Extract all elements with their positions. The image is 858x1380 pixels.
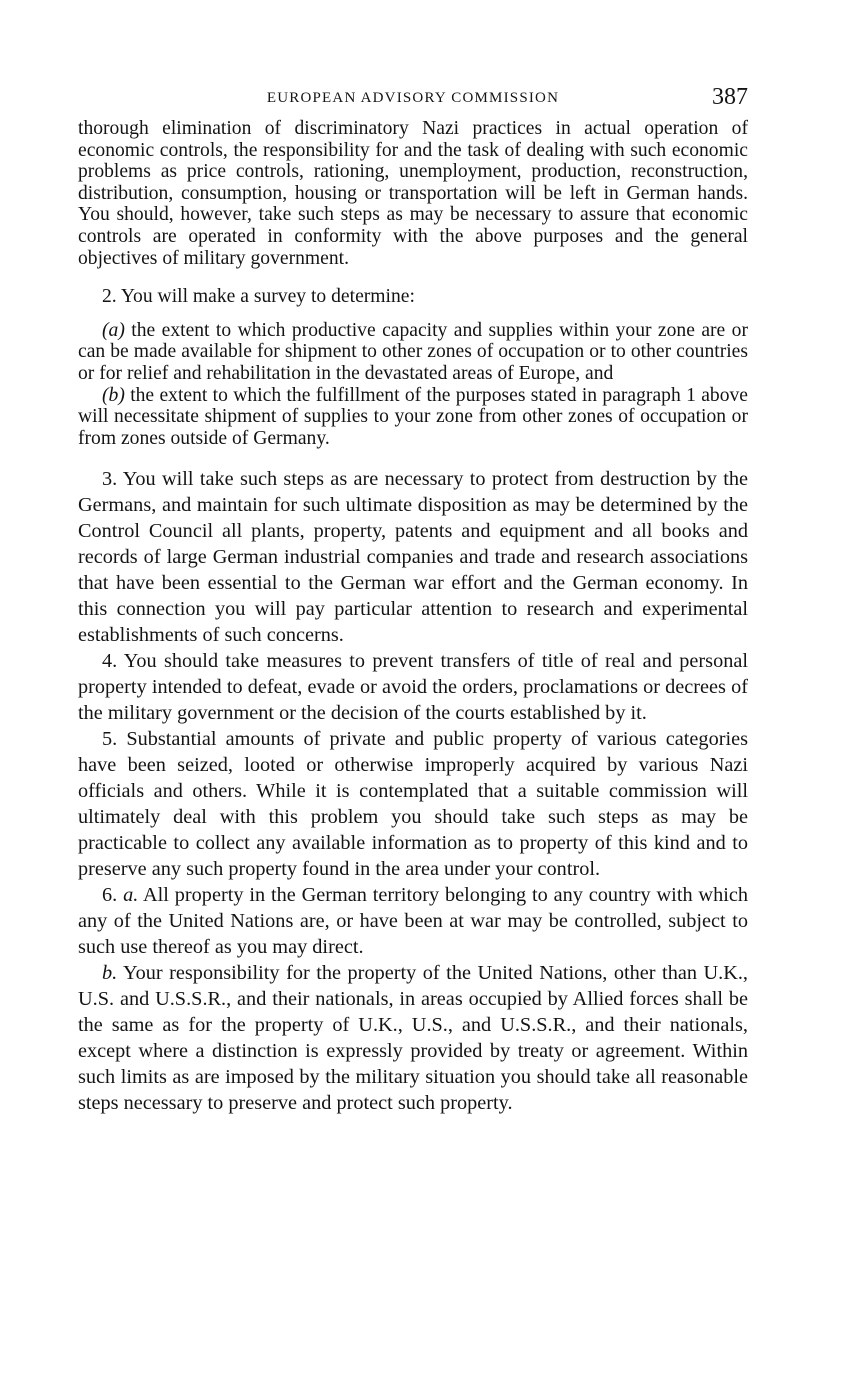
paragraph-intro: thorough elimination of discriminatory Nazi practices in actual operation of economic controls, the responsibility for and the task of dealing with such economic problems as price controls, rationing, unemployment, production, reconstruction, distribution, consumption, housing or transportation will be left in German hands. You should, however, take such steps as may be necessary to assure that economic controls are operated in conformity with the above purposes and the general objectives of military government.: [78, 118, 748, 269]
paragraph-2a-text: the extent to which productive capacity and supplies within your zone are or can be made available for shipment to other zones of occupation or to other countries or for relief and rehabilitation in the devastated areas of Europe, and: [78, 319, 748, 384]
page-number: 387: [712, 84, 748, 110]
paragraph-2b: [78, 385, 748, 450]
document-page: [78, 84, 748, 1116]
paragraph-6a-number: 6.: [102, 884, 124, 907]
paragraph-2: 2. You will make a survey to determine:: [102, 286, 415, 308]
running-head: [78, 84, 748, 118]
paragraph-6b: [78, 960, 748, 1116]
paragraph-6a: [78, 882, 748, 960]
paragraph-2b-text: the extent to which the fulfillment of the purposes stated in paragraph 1 above will necessitate shipment of supplies to your zone from other zones of occupation or from zones outside of Germany.: [78, 384, 748, 449]
paragraph-6b-label: b.: [102, 962, 118, 985]
paragraph-6b-text: Your responsibility for the property of the United Nations, other than U.K., U.S. and U.S.S.R., and their nationals, in areas occupied by Allied forces shall be the same as for the property of U.K., U.S., and U.S.S.R., and their nationals, except where a distinction is expressly provided by treaty or agreement. Within such limits as are imposed by the military situation you should take all reasonable steps necessary to preserve and protect such property.: [78, 962, 748, 1115]
section-property: [78, 466, 748, 1116]
paragraph-2a: [78, 320, 748, 385]
running-title: EUROPEAN ADVISORY COMMISSION: [266, 90, 560, 106]
paragraph-3: 3. You will take such steps as are necessary to protect from destruction by the Germans, and maintain for such ultimate disposition as may be determined by the Control Council all plants, property, patents and equipment and all books and records of large German industrial companies and trade and research associations that have been essential to the German war effort and the German economy. In this connection you will pay particular attention to research and experimental establishments of such concerns.: [78, 468, 748, 647]
paragraph-6a-text: All property in the German territory belonging to any country with which any of the United Nations are, or have been at war may be controlled, subject to such use thereof as you may direct.: [78, 884, 748, 959]
paragraph-5: 5. Substantial amounts of private and public property of various categories have been seized, looted or otherwise improperly acquired by various Nazi officials and others. While it is contemplated that a suitable commission will ultimately deal with this problem you should take such steps as may be practicable to collect any available information as to property of this kind and to preserve any such property found in the area under your control.: [78, 728, 748, 881]
paragraph-2b-label: (b): [102, 384, 125, 406]
section-survey: [78, 118, 748, 449]
paragraph-2a-label: (a): [102, 319, 125, 341]
paragraph-4: 4. You should take measures to prevent transfers of title of real and personal property intended to defeat, evade or avoid the orders, proclamations or decrees of the military government or the decision of the courts established by it.: [78, 650, 748, 725]
paragraph-6a-label: a.: [123, 884, 139, 907]
